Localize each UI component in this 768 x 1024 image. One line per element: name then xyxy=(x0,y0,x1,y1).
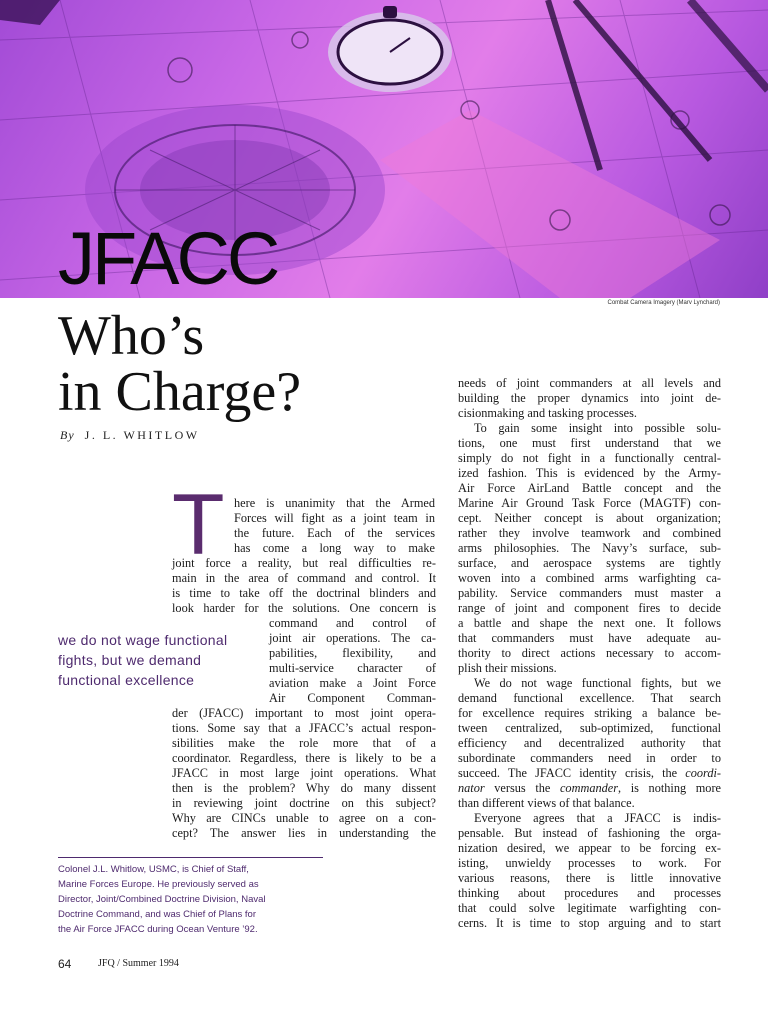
body-line: nization desired, we appear to be forcing ex- xyxy=(458,841,721,855)
photo-credit: Combat Camera Imagery (Marv Lynchard) xyxy=(607,300,720,306)
body-line: cisionmaking and tasking processes. xyxy=(458,406,637,420)
headline: JFACC xyxy=(58,217,278,300)
body-line: coordinator. Regardless, there is likely to be a xyxy=(172,751,436,765)
body-line: cerns. It is time to stop arguing and to start xyxy=(458,916,721,930)
body-segment: succeed. The JFACC identity crisis, the xyxy=(458,766,686,780)
author-note-line: Director, Joint/Combined Doctrine Division, Naval xyxy=(58,894,266,905)
journal-issue: JFQ / Summer 1994 xyxy=(98,958,179,969)
body-line: that could solve legitimate warfighting con- xyxy=(458,901,721,915)
body-line: command and control of xyxy=(269,616,436,630)
body-line: der (JFACC) important to most joint opera- xyxy=(172,706,436,720)
body-line: joint force a reality, but real difficulties re- xyxy=(172,556,436,570)
body-line: woven into a combined arms warfighting ca- xyxy=(458,571,721,585)
body-line: Why are CINCs unable to agree on a con- xyxy=(172,811,436,825)
body-line: multi-service character of xyxy=(269,661,436,675)
author-note-line: Colonel J.L. Whitlow, USMC, is Chief of Staff, xyxy=(58,864,249,875)
body-line: that commanders must have adequate au- xyxy=(458,631,721,645)
body-line: subordinate commanders need in order to xyxy=(458,751,721,765)
body-line: Everyone agrees that a JFACC is indis- xyxy=(474,811,721,825)
body-line: tions, one must first understand that we xyxy=(458,436,721,450)
body-line: sibilities make the role more that of a xyxy=(172,736,436,750)
body-line: than different views of that balance. xyxy=(458,796,635,810)
body-line: Forces will fight as a joint team in xyxy=(234,511,435,525)
body-line: simply do not fight in a functionally central- xyxy=(458,451,721,465)
by-label: By xyxy=(60,428,75,442)
body-line: then is the problem? Why do many dissent xyxy=(172,781,436,795)
pull-quote-line: we do not wage functional xyxy=(58,632,228,648)
body-line: rather they involve teamwork and combined xyxy=(458,526,721,540)
title-line-2: in Charge? xyxy=(58,361,302,423)
body-line: various reasons, there is little innovative xyxy=(458,871,721,885)
body-line: building the proper dynamics into joint de- xyxy=(458,391,721,405)
body-line: main in the area of command and control. It xyxy=(172,571,436,585)
body-line: tween centralized, sub-optimized, functional xyxy=(458,721,721,735)
pull-quote-line: functional excellence xyxy=(58,672,195,688)
body-line: a battle and shape the next one. It follows xyxy=(458,616,721,630)
body-line: pensable. But instead of fashioning the orga- xyxy=(458,826,721,840)
body-line: cept. Neither concept is about organization; xyxy=(458,511,721,525)
body-line: demand functional excellence. That search xyxy=(458,691,721,705)
author-note-rule xyxy=(58,857,323,858)
body-line: plish their missions. xyxy=(458,661,557,675)
pull-quote-line: fights, but we demand xyxy=(58,652,202,668)
body-line: tions. Some say that a JFACC’s actual respon- xyxy=(172,721,436,735)
author-name: J. L. WHITLOW xyxy=(84,428,200,442)
body-line: To gain some insight into possible solu- xyxy=(474,421,721,435)
body-line: the future. Each of the services xyxy=(234,526,435,540)
body-line: pabilities, flexibility, and xyxy=(269,646,436,660)
body-line: thinking about procedures and processes xyxy=(458,886,721,900)
body-line: JFACC in most large joint operations. What xyxy=(172,766,436,780)
body-line: in reviewing joint doctrine on this subject? xyxy=(172,796,436,810)
body-line: We do not wage functional fights, but we xyxy=(474,676,721,690)
drop-cap: T xyxy=(172,477,225,573)
body-line: needs of joint commanders at all levels and xyxy=(458,376,721,390)
body-line: isting, unwieldy processes to work. For xyxy=(458,856,721,870)
body-line: is time to take off the doctrinal blinders and xyxy=(172,586,436,600)
byline xyxy=(60,428,200,443)
body-line: range of joint and component fires to decide xyxy=(458,601,721,615)
body-line: surface, and aerospace systems are tightly xyxy=(458,556,721,570)
author-note-line: Doctrine Command, and was Chief of Plans for xyxy=(58,909,257,920)
body-line: Air Force AirLand Battle concept and the xyxy=(458,481,721,495)
body-line xyxy=(458,781,721,796)
body-line: cept? The answer lies in understanding the xyxy=(172,826,436,840)
author-note-line: Marine Forces Europe. He previously served as xyxy=(58,879,259,890)
article-title xyxy=(58,305,302,423)
body-segment: versus the xyxy=(484,781,560,795)
body-line: here is unanimity that the Armed xyxy=(234,496,435,510)
body-line: thority to direct actions necessary to accom- xyxy=(458,646,721,660)
body-line xyxy=(458,766,721,781)
body-line: arms philosophies. The Navy’s surface, sub- xyxy=(458,541,721,555)
body-line: has come a long way to make xyxy=(234,541,435,555)
body-line: look harder for the solutions. One concern is xyxy=(172,601,436,615)
emphasis: commander xyxy=(559,781,619,795)
title-line-1: Who’s xyxy=(58,305,205,367)
body-line: Air Component Comman- xyxy=(269,691,436,705)
body-line: aviation make a Joint Force xyxy=(269,676,436,690)
pull-quote xyxy=(58,630,258,690)
body-line: pability. Service commanders must master a xyxy=(458,586,721,600)
emphasis: nator xyxy=(458,781,485,795)
body-line: for excellence requires striking a balance be- xyxy=(458,706,721,720)
body-segment: , is nothing more xyxy=(618,781,722,795)
emphasis: coordi- xyxy=(685,766,721,780)
body-line: Marine Air Ground Task Force (MAGTF) con- xyxy=(458,496,721,510)
body-line: joint air operations. The ca- xyxy=(269,631,436,645)
body-line: efficiency and decentralized authority that xyxy=(458,736,721,750)
author-note-line: the Air Force JFACC during Ocean Venture ’92. xyxy=(58,924,258,935)
body-line: ized fashion. This is evidenced by the Army- xyxy=(458,466,721,480)
page-number: 64 xyxy=(58,957,72,971)
